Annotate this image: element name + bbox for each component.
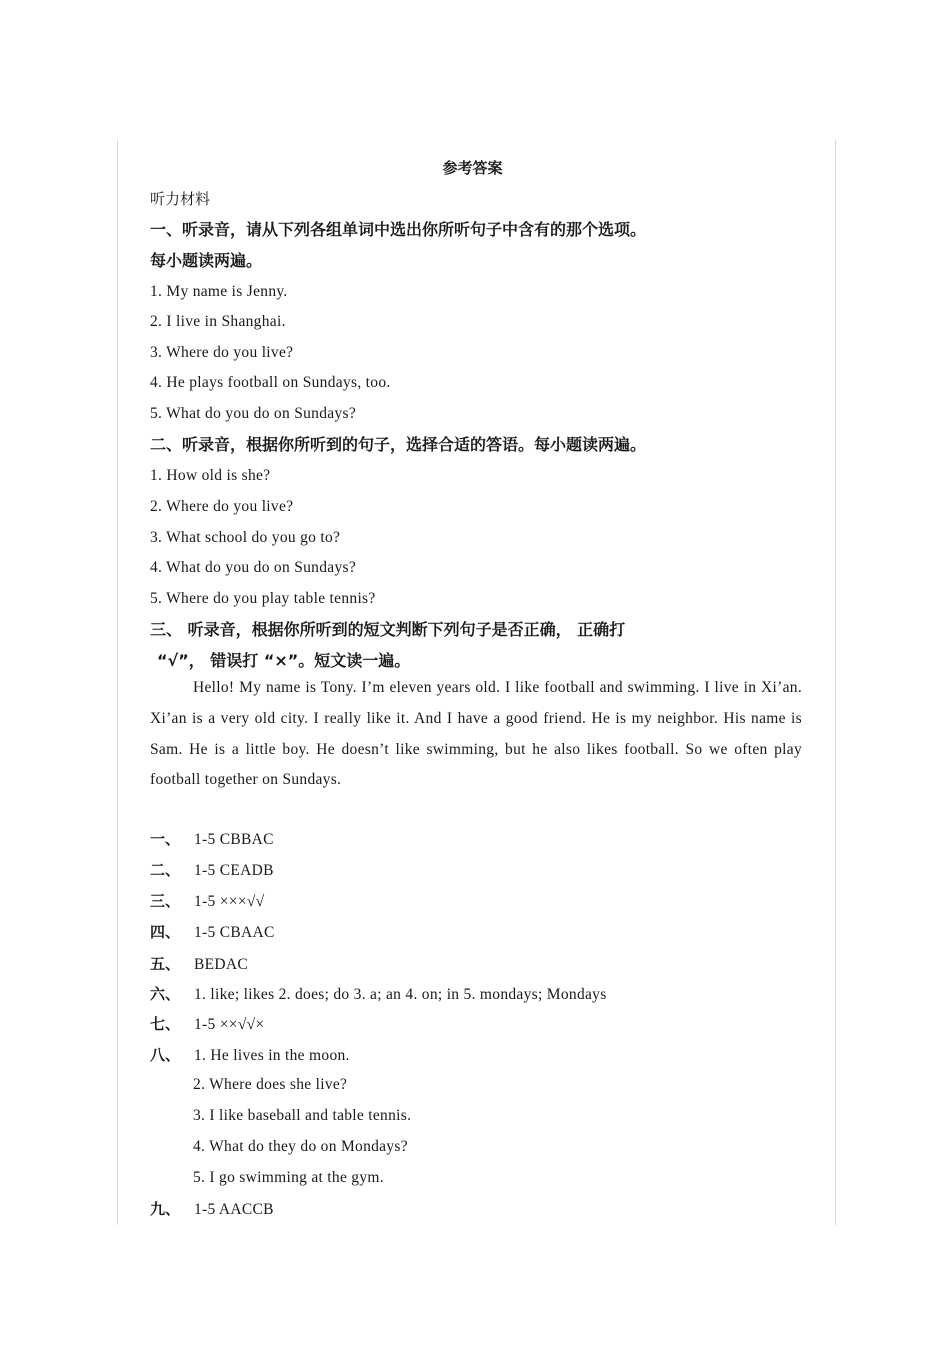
answer-number: 四、 [150,923,181,941]
section1-item: 2. I live in Shanghai. [150,313,286,330]
answer-row [150,890,264,913]
section1-heading-cont: 每小题读两遍。 [150,251,263,270]
answer-number: 六、 [150,985,181,1003]
answer-row [150,1044,350,1067]
answer-value: 1. like; likes 2. does; do 3. a; an 4. on; in 5. mondays; Mondays [194,986,607,1003]
answer-value: 1-5 CBAAC [194,924,275,941]
section1-heading: 一、听录音，请从下列各组单词中选出你所听句子中含有的那个选项。 [150,220,647,239]
section1-item: 4. He plays football on Sundays, too. [150,374,391,391]
answer8-item: 2. Where does she live? [193,1076,348,1093]
answer-row [150,828,274,851]
answer-number: 一、 [150,830,181,848]
section1-item: 1. My name is Jenny. [150,283,288,300]
answer-number: 三、 [150,892,181,910]
section3-heading-cont: “√”， 错误打 “×”。短文读一遍。 [157,651,411,670]
answer-number: 二、 [150,861,181,879]
answer8-item: 5. I go swimming at the gym. [193,1169,384,1186]
answer-row [150,1013,264,1036]
answer-value: 1. He lives in the moon. [194,1047,350,1064]
section3-passage: Hello! My name is Tony. I’m eleven years old. I like football and swimming. I live in Xi’an. Xi’an is a very old city. I really like it. And I have a good friend. He is my neighbor. His name is Sam. He is a little boy. He doesn’t like swimming, but he also likes football. So we often play football together on Sundays. [150,679,802,789]
answer-row [150,953,248,976]
section2-item: 5. Where do you play table tennis? [150,590,376,607]
section2-item: 3. What school do you go to? [150,529,341,546]
answer-value: 1-5 ×××√√ [194,893,265,910]
section3-heading: 三、 听录音，根据你所听到的短文判断下列句子是否正确， 正确打 [150,620,626,639]
answer-row [150,1198,274,1221]
section2-heading: 二、听录音，根据你所听到的句子，选择合适的答语。每小题读两遍。 [150,435,647,454]
answer-number: 八、 [150,1046,181,1064]
answer8-item: 4. What do they do on Mondays? [193,1138,408,1155]
answer-value: BEDAC [194,956,249,973]
section1-item: 5. What do you do on Sundays? [150,405,357,422]
page-border-left [117,140,118,1225]
answer-number: 五、 [150,955,181,973]
answer-value: 1-5 CEADB [194,862,274,879]
listening-heading: 听力材料 [150,190,211,208]
answer-value: 1-5 AACCB [194,1201,274,1218]
answer-value: 1-5 CBBAC [194,831,274,848]
answer-row [150,921,275,944]
answer-row [150,983,607,1006]
section2-item: 2. Where do you live? [150,498,294,515]
section2-item: 4. What do you do on Sundays? [150,559,357,576]
answer-row [150,859,274,882]
answer-value: 1-5 ××√√× [194,1016,265,1033]
page-border-right [835,140,836,1225]
answer-number: 七、 [150,1015,181,1033]
section2-item: 1. How old is she? [150,467,271,484]
answer8-item: 3. I like baseball and table tennis. [193,1107,412,1124]
section1-item: 3. Where do you live? [150,344,294,361]
page-title: 参考答案 [442,159,503,177]
answer-number: 九、 [150,1200,181,1218]
